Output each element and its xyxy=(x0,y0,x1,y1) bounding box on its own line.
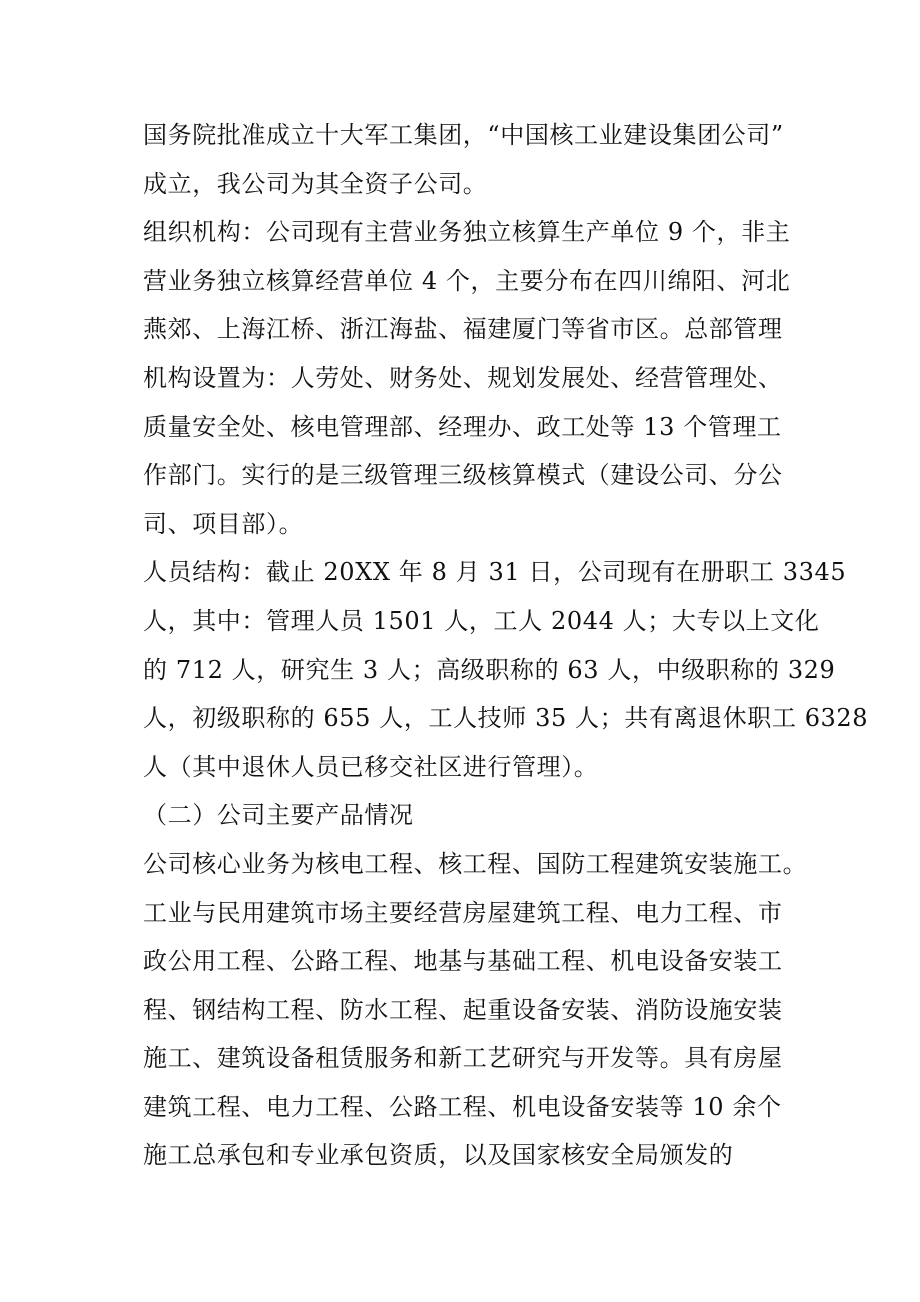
text-line: 人（其中退休人员已移交社区进行管理）。 xyxy=(143,752,599,781)
text-line: 成立，我公司为其全资子公司。 xyxy=(143,169,488,198)
text-line: 人，初级职称的 655 人，工人技师 35 人；共有离退休职工 6328 xyxy=(143,704,869,733)
text-line: 燕郊、上海江桥、浙江海盐、福建厦门等省市区。总部管理 xyxy=(143,315,783,344)
text-line: 司、项目部）。 xyxy=(143,509,304,538)
text-line: 机构设置为：人劳处、财务处、规划发展处、经营管理处、 xyxy=(143,363,783,392)
text-line: 施工总承包和专业承包资质，以及国家核安全局颁发的 xyxy=(143,1141,734,1170)
text-line: 公司核心业务为核电工程、核工程、国防工程建筑安装施工。 xyxy=(143,849,808,878)
text-line: 工业与民用建筑市场主要经营房屋建筑工程、电力工程、市 xyxy=(143,898,783,927)
text-line: 作部门。实行的是三级管理三级核算模式（建设公司、分公 xyxy=(143,461,783,490)
section-heading: （二）公司主要产品情况 xyxy=(143,801,414,830)
text-line: 营业务独立核算经营单位 4 个，主要分布在四川绵阳、河北 xyxy=(143,266,791,295)
text-line: 建筑工程、电力工程、公路工程、机电设备安装等 10 余个 xyxy=(143,1092,782,1121)
document-body xyxy=(143,111,869,1180)
text-line: 政公用工程、公路工程、地基与基础工程、机电设备安装工 xyxy=(143,947,783,976)
text-line: 施工、建筑设备租赁服务和新工艺研究与开发等。具有房屋 xyxy=(143,1044,783,1073)
text-line: 人，其中：管理人员 1501 人，工人 2044 人；大专以上文化 xyxy=(143,606,820,635)
text-line: 国务院批准成立十大军工集团，“中国核工业建设集团公司” xyxy=(143,121,784,149)
text-line: 组织机构：公司现有主营业务独立核算生产单位 9 个，非主 xyxy=(143,218,791,247)
text-line: 人员结构：截止 20XX 年 8 月 31 日，公司现有在册职工 3345 xyxy=(143,558,847,587)
text-line: 质量安全处、核电管理部、经理办、政工处等 13 个管理工 xyxy=(143,412,782,441)
text-line: 程、钢结构工程、防水工程、起重设备安装、消防设施安装 xyxy=(143,995,783,1024)
text-line: 的 712 人，研究生 3 人；高级职称的 63 人，中级职称的 329 xyxy=(143,655,836,684)
